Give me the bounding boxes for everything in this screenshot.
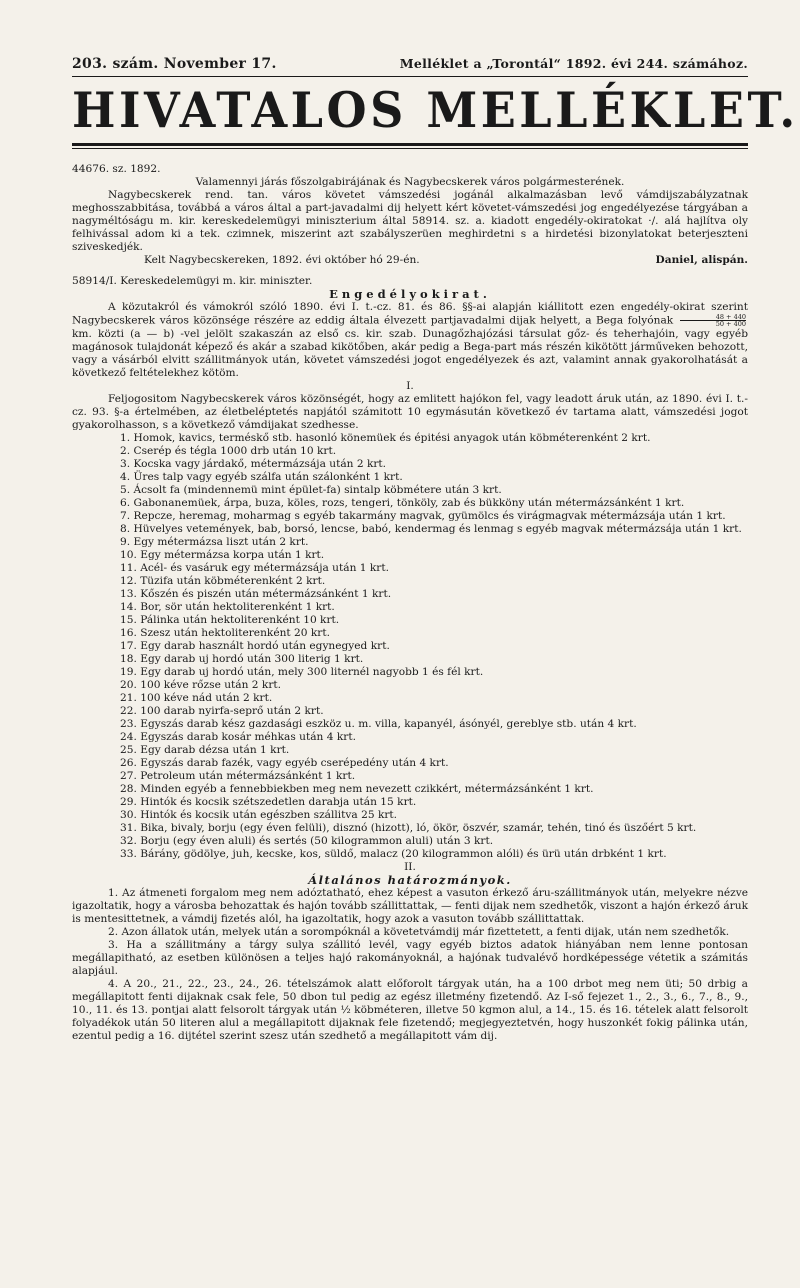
provision-paragraph: 3. Ha a szállitmány a tárgy sulya szállitó levél, vagy egyéb biztos adatok hiányában nem lenne pontosan megállapitható, az esetben különösen a teljes hajó rakományoknál, a hajónak tudvalévő hordképessége vétetik a számitás alapjául. [72, 938, 748, 977]
section-one-text: Feljogositom Nagybecskerek város közönségét, hogy az emlitett hajókon fel, vagy leadott áruk után, az 1890. évi I. t.-cz. 93. §-a értelmében, az életbeléptetés napjától számitott 10 egymásután következő év tartama alatt, vámszedési jogot gyakorolhasson, s a következő vámdijakat szedhesse. [72, 392, 748, 431]
header-rule [72, 76, 748, 77]
fraction-top: 48 + 440 [680, 314, 746, 321]
license-intro-b: km. közti (a — b) -vel jelölt szakaszán az első cs. kir. szab. Dunagőzhajózási társulat gőz- és teherhajóin, vagy egyéb magánosok tulajdonát képező és akár a szabad kikötőben, akár pedig a Bega-part más részén kikötött járműveken behozott, vagy a vásárból elvitt szállitmányok után, követet vámszedési jogot engedélyezek és azt, valamint annak gyakorolhatását a következő feltételekhez kötöm. [72, 327, 748, 379]
tariff-item: 12. Tüzifa után köbméterenként 2 krt. [120, 574, 326, 587]
tariff-item: 11. Acél- és vasáruk egy métermázsája után 1 krt. [120, 561, 389, 574]
tariff-item: 8. Hüvelyes vetemények, bab, borsó, lencse, babó, kendermag és lenmag s egyéb magvak métermázsája után 1 krt. [120, 522, 742, 535]
newspaper-page [72, 56, 799, 1043]
tariff-item: 17. Egy darab használt hordó után egynegyed krt. [120, 639, 390, 652]
issue-number: 203. szám. November 17. [72, 56, 277, 72]
fraction-bottom: 50 + 400 [715, 320, 746, 328]
section-two-title: Általános határozmányok. [308, 872, 512, 887]
notice-number: 44676. sz. 1892. [72, 163, 161, 175]
document-body [72, 163, 748, 1043]
general-provisions [72, 887, 748, 1043]
masthead-rule-thin [72, 148, 748, 149]
tariff-item: 24. Egyszás darab kosár méhkas után 4 krt. [120, 730, 356, 743]
tariff-item: 14. Bor, sör után hektoliterenként 1 krt. [120, 600, 335, 613]
tariff-item: 21. 100 kéve nád után 2 krt. [120, 691, 273, 704]
section-two-heading: II. [404, 860, 416, 873]
section-one-heading: I. [406, 379, 414, 392]
license-intro [72, 301, 748, 380]
tariff-item: 2. Cserép és tégla 1000 drb után 10 krt. [120, 444, 337, 457]
tariff-item: 33. Bárány, gödölye, juh, kecske, kos, süldő, malacz (20 kilogrammon alóli) és ürü után drbként 1 krt. [120, 847, 667, 860]
tariff-item: 31. Bika, bivaly, borju (egy éven felüli), disznó (hizott), ló, ökör, öszvér, szamár, tehén, tinó és üszőért 5 krt. [120, 821, 697, 834]
running-header [72, 56, 748, 74]
tariff-item: 28. Minden egyéb a fennebbiekben meg nem nevezett czikkért, métermázsánként 1 krt. [120, 782, 594, 795]
tariff-item: 13. Kőszén és piszén után métermázsánként 1 krt. [120, 587, 392, 600]
masthead-rule [72, 143, 748, 146]
tariff-item: 5. Ácsolt fa (mindennemü mint épület-fa) sintalp köbmétere után 3 krt. [120, 483, 502, 496]
tariff-item: 20. 100 kéve rőzse után 2 krt. [120, 678, 282, 691]
tariff-item: 4. Üres talp vagy egyéb szálfa után szálonként 1 krt. [120, 470, 403, 483]
tariff-list [72, 432, 748, 861]
tariff-item: 29. Hintók és kocsik szétszedetlen darabja után 15 krt. [120, 795, 417, 808]
tariff-item: 26. Egyszás darab fazék, vagy egyéb cserépedény után 4 krt. [120, 756, 449, 769]
tariff-item: 9. Egy métermázsa liszt után 2 krt. [120, 535, 309, 548]
notice-closing [72, 254, 748, 267]
tariff-item: 25. Egy darab dézsa után 1 krt. [120, 743, 290, 756]
license-number: 58914/I. Kereskedelemügyi m. kir. miniszter. [72, 275, 313, 287]
tariff-item: 18. Egy darab uj hordó után 300 literig 1 krt. [120, 652, 364, 665]
tariff-item: 30. Hintók és kocsik után egészben szállitva 25 krt. [120, 808, 398, 821]
notice-body: Nagybecskerek rend. tan. város követet vámszedési jogánál alkalmazásban levő vámdijszabályzatnak meghosszabbitása, továbbá a város által a part-javadalmi dij helyett kért követet-vámszedési jog engedélyezése tárgyában a nagyméltóságu m. kir. kereskedelemügyi miniszterium által 58914. sz. a. kiadott engedély-okiratokat ·/. alá hajlítva oly felhivással adom ki a tek. czimnek, miszerint azt szabályszerüen meghirdetni s a hirdetési bizonylatokat beterjeszteni sziveskedjék. [72, 189, 748, 253]
tariff-item: 1. Homok, kavics, terméskő stb. hasonló könemüek és épitési anyagok után köbméterenként 2 krt. [120, 431, 651, 444]
tariff-item: 7. Repcze, heremag, moharmag s egyéb takarmány magvak, gyümölcs és virágmagvak métermázsája után 1 krt. [120, 509, 726, 522]
tariff-item: 3. Kocska vagy járdakő, métermázsája után 2 krt. [120, 457, 387, 470]
provision-paragraph: 4. A 20., 21., 22., 23., 24., 26. tételszámok alatt előforolt tárgyak után, ha a 100 drbot meg nem üti; 50 drbig a megállapitott fenti dijaknak csak fele, 50 dbon tul pedig az egész illetmény fizetendő. Az I-ső fejezet 1., 2., 3., 6., 7., 8., 9., 10., 11. és 13. pontjai alatt felsorolt tárgyak után ½ köbméteren, illetve 50 kgmon alul, a 14., 15. és 16. tételek alatt felsorolt folyadékok után 50 literen alul a megállapitott dijaknak fele fizetendő; megjegyeztetvén, hogy huszonkét fokig pálinka után, ezentul pedig a 16. dijtétel szerint szesz után szedhető a megállapitott vám dij. [72, 977, 748, 1042]
tariff-item: 23. Egyszás darab kész gazdasági eszköz u. m. villa, kapanyél, ásónyél, gereblye stb. után 4 krt. [120, 717, 637, 730]
license-intro-a: A közutakról és vámokról szóló 1890. évi I. t.-cz. 81. és 86. §§-ai alapján kiállitott ezen engedély-okirat szerint Nagybecskerek város közönsége részére az eddig általa élvezett partjavadalmi dijak helyett, a Bega folyónak [72, 301, 748, 327]
supplement-note: Melléklet a „Torontál“ 1892. évi 244. számához. [399, 56, 748, 71]
notice-signature: Daniel, alispán. [655, 254, 748, 266]
provision-paragraph: 2. Azon állatok után, melyek után a sorompóknál a követetvámdij már fizettetett, a fenti dijak, után nem szedhetők. [108, 925, 730, 938]
tariff-item: 22. 100 darab nyirfa-seprő után 2 krt. [120, 704, 324, 717]
tariff-item: 6. Gabonanemüek, árpa, buza, köles, rozs, tengeri, tönköly, zab és bükköny után métermázsánként 1 krt. [120, 496, 685, 509]
masthead-title: HIVATALOS MELLÉKLET. [72, 81, 799, 139]
tariff-item: 32. Borju (egy éven aluli) és sertés (50 kilogrammon aluli) után 3 krt. [120, 834, 494, 847]
license-title: Engedélyokirat. [329, 287, 491, 301]
tariff-item: 19. Egy darab uj hordó után, mely 300 liternél nagyobb 1 és fél krt. [120, 665, 484, 678]
notice-date: Kelt Nagybecskereken, 1892. évi október hó 29-én. [144, 254, 420, 266]
tariff-item: 10. Egy métermázsa korpa után 1 krt. [120, 548, 325, 561]
km-fraction [680, 314, 746, 327]
tariff-item: 15. Pálinka után hektoliterenként 10 krt. [120, 613, 340, 626]
notice-addressee: Valamennyi járás főszolgabirájának és Nagybecskerek város polgármesterének. [195, 176, 625, 188]
tariff-item: 16. Szesz után hektoliterenként 20 krt. [120, 626, 330, 639]
provision-paragraph: 1. Az átmeneti forgalom meg nem adóztatható, ehez képest a vasuton érkező áru-szállitmányok után, melyekre nézve igazoltatik, hogy a városba behozattak és hajón tovább szállittattak, — fenti dijak nem szedhetők, viszont a hajón érkező áruk is mentesittetnek, a vámdij fizetés alól, ha igazoltatik, hogy azok a vasuton tovább szállittattak. [72, 886, 748, 925]
tariff-item: 27. Petroleum után métermázsánként 1 krt. [120, 769, 356, 782]
